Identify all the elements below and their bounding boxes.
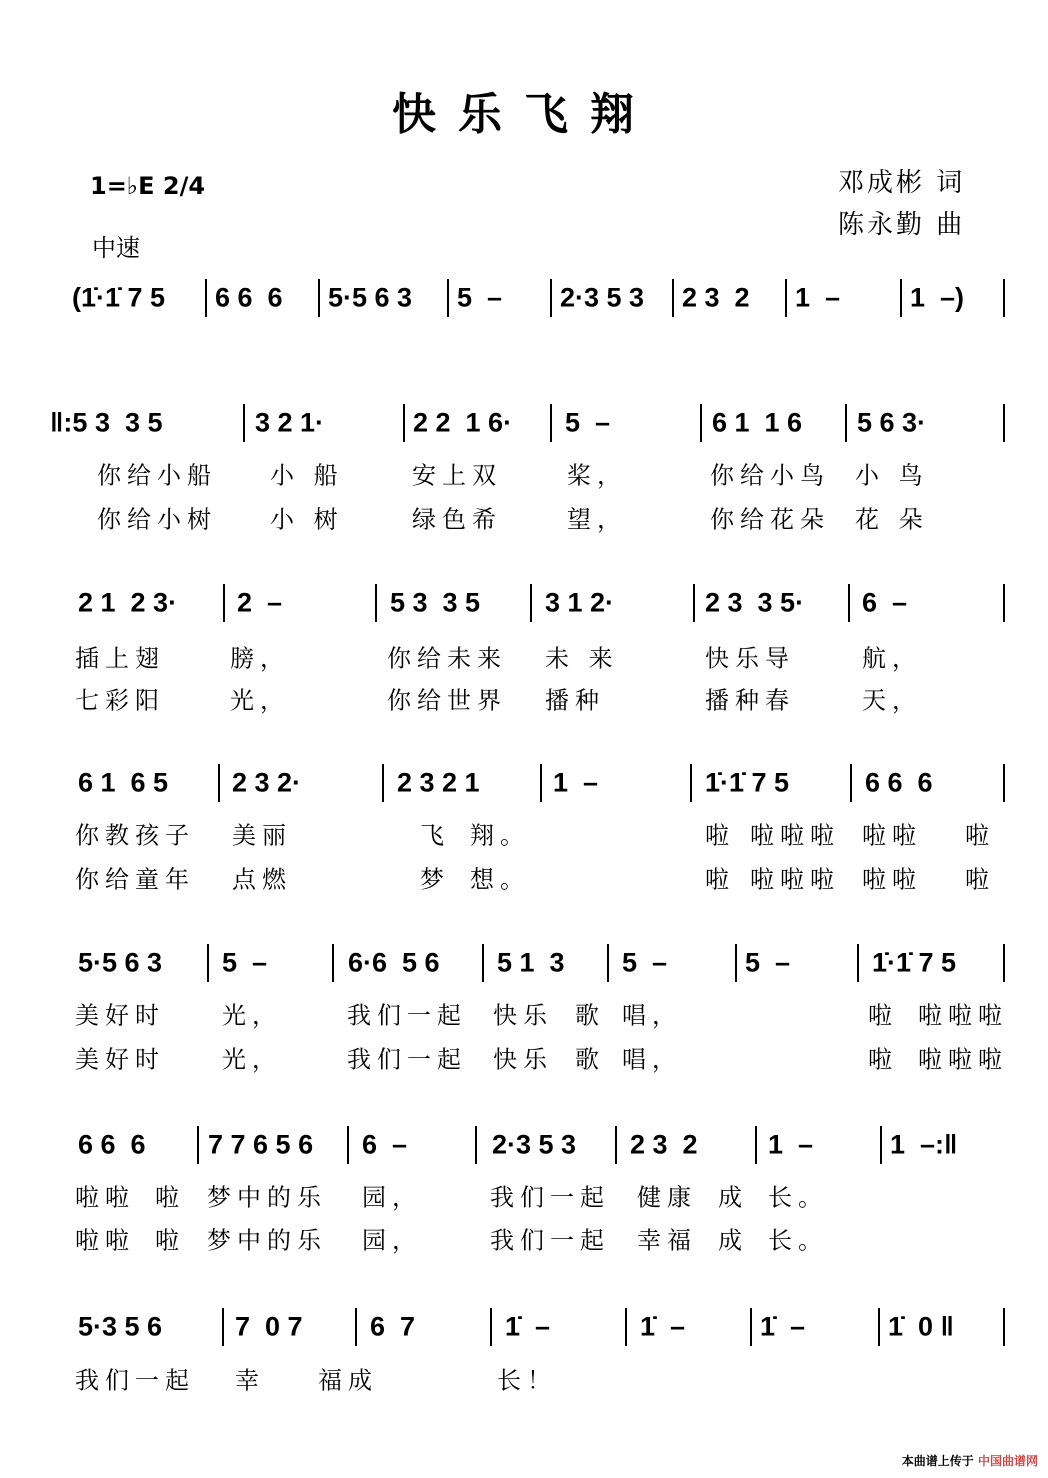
lyric-segment: 梦中的乐 <box>207 1183 327 1212</box>
measure: 6 1 1 6 <box>712 407 803 438</box>
lyric-segment: 啦啦啦 <box>918 1045 1008 1074</box>
barline <box>205 279 207 317</box>
lyric-segment: 啦 <box>868 1001 898 1030</box>
barline <box>318 279 320 317</box>
measure: 1 –) <box>910 282 965 313</box>
barline <box>550 279 552 317</box>
lyric-segment: 快乐 <box>493 1001 553 1030</box>
lyric-segment: 小 鸟 <box>855 461 929 490</box>
lyric-segment: 航， <box>862 644 922 673</box>
lyric-segment: 歌 <box>575 1001 605 1030</box>
barline <box>540 764 542 802</box>
measure: 6 – <box>862 587 908 618</box>
measure: 1̇ – <box>760 1311 806 1342</box>
lyric-segment: 啦啦啦 <box>750 821 840 850</box>
lyric-segment: 光， <box>230 686 290 715</box>
measure: 2 3 2· <box>232 767 302 798</box>
barline <box>900 279 902 317</box>
measure: 1̇·1̇ 7 5 <box>872 947 957 978</box>
barline <box>382 764 384 802</box>
lyric-segment: 美好时 <box>75 1001 165 1030</box>
lyric-segment: 你给小树 <box>97 505 217 534</box>
watermark-text: 本曲谱上传于 <box>901 1454 974 1468</box>
lyric-segment: 啦 <box>965 821 995 850</box>
lyric-segment: 歌 <box>575 1045 605 1074</box>
measure: 3 1 2· <box>545 587 615 618</box>
measure: 5·3 5 6 <box>78 1311 163 1342</box>
lyric-segment: 成 <box>718 1183 748 1212</box>
lyric-segment: 安上双 <box>412 461 502 490</box>
watermark-site: 中国曲谱网 <box>977 1454 1038 1468</box>
measure: 7 7 6 5 6 <box>208 1129 314 1160</box>
lyric-segment: 幸 <box>235 1366 265 1395</box>
lyric-segment: 你给世界 <box>387 686 507 715</box>
barline <box>607 944 609 982</box>
measure: (1̇·1̇ 7 5 <box>72 282 166 313</box>
lyric-segment: 望， <box>567 505 627 534</box>
barline <box>735 944 737 982</box>
measure: 1̇ – <box>505 1311 551 1342</box>
tempo-marking: 中速 <box>92 234 140 262</box>
measure: ‖:5 3 3 5 <box>50 407 163 438</box>
barline <box>848 584 850 622</box>
lyric-segment: 幸福 <box>637 1226 697 1255</box>
measure: 2 3 3 5· <box>705 587 805 618</box>
barline <box>332 944 334 982</box>
barline <box>1003 279 1005 317</box>
barline <box>355 1308 357 1346</box>
measure: 3 2 1· <box>255 407 325 438</box>
lyric-segment: 美丽 <box>232 821 292 850</box>
barline <box>490 1308 492 1346</box>
lyric-segment: 啦 <box>155 1226 185 1255</box>
lyric-segment: 你给小鸟 <box>710 461 830 490</box>
measure: 1̇·1̇ 7 5 <box>705 767 790 798</box>
measure: 2 2 1 6· <box>413 407 513 438</box>
lyric-segment: 你给小船 <box>97 461 217 490</box>
lyric-segment: 梦中的乐 <box>207 1226 327 1255</box>
lyric-segment: 啦啦 <box>75 1183 135 1212</box>
lyric-segment: 点燃 <box>232 865 292 894</box>
lyric-segment: 园， <box>362 1226 422 1255</box>
barline <box>1003 1308 1005 1346</box>
lyric-segment: 啦啦 <box>75 1226 135 1255</box>
measure: 5 – <box>622 947 668 978</box>
measure: 1̇ 0 ‖ <box>888 1311 954 1342</box>
lyric-segment: 啦啦 <box>862 865 922 894</box>
barline <box>878 1308 880 1346</box>
barline <box>207 944 209 982</box>
lyric-segment: 我们一起 <box>347 1045 467 1074</box>
barline <box>693 584 695 622</box>
lyric-segment: 啦 <box>965 865 995 894</box>
lyric-segment: 我们一起 <box>347 1001 467 1030</box>
measure: 5·5 6 3 <box>78 947 163 978</box>
lyric-segment: 啦啦啦 <box>918 1001 1008 1030</box>
measure: 6 6 6 <box>78 1129 146 1160</box>
lyric-segment: 我们一起 <box>490 1183 610 1212</box>
lyric-segment: 啦 <box>705 821 735 850</box>
lyric-segment: 七彩阳 <box>75 686 165 715</box>
barline <box>857 944 859 982</box>
measure: 5 – <box>222 947 268 978</box>
measure: 6 6 6 <box>215 282 283 313</box>
lyric-segment: 飞 <box>420 821 450 850</box>
measure: 2 1 2 3· <box>78 587 178 618</box>
barline <box>1003 764 1005 802</box>
lyric-segment: 我们一起 <box>75 1366 195 1395</box>
measure: 1̇ – <box>640 1311 686 1342</box>
lyric-segment: 唱， <box>622 1045 682 1074</box>
lyric-segment: 想。 <box>470 865 530 894</box>
barline <box>403 404 405 442</box>
measure: 6 6 6 <box>865 767 933 798</box>
barline <box>447 279 449 317</box>
measure: 5 6 3· <box>857 407 927 438</box>
barline <box>550 404 552 442</box>
barline <box>750 1308 752 1346</box>
lyric-segment: 啦 <box>705 865 735 894</box>
barline <box>755 1126 757 1164</box>
lyric-segment: 翔。 <box>470 821 530 850</box>
lyric-segment: 快乐 <box>493 1045 553 1074</box>
lyric-segment: 膀， <box>230 644 290 673</box>
lyric-segment: 未 来 <box>545 644 619 673</box>
barline <box>785 279 787 317</box>
measure: 2 – <box>237 587 283 618</box>
lyric-segment: 美好时 <box>75 1045 165 1074</box>
lyric-segment: 小 树 <box>270 505 344 534</box>
barline <box>475 1126 477 1164</box>
barline <box>1003 944 1005 982</box>
lyric-segment: 长！ <box>497 1366 557 1395</box>
lyric-segment: 桨， <box>567 461 627 490</box>
key-signature: 1=♭E 2/4 <box>90 172 206 200</box>
measure: 5 – <box>457 282 503 313</box>
song-title: 快乐飞翔 <box>392 89 656 140</box>
measure: 6 – <box>362 1129 408 1160</box>
measure: 5 – <box>565 407 611 438</box>
barline <box>1003 584 1005 622</box>
barline <box>850 764 852 802</box>
measure: 1 – <box>795 282 841 313</box>
lyric-segment: 啦啦 <box>862 821 922 850</box>
lyric-segment: 播种春 <box>705 686 795 715</box>
lyric-segment: 插上翅 <box>75 644 165 673</box>
barline <box>375 584 377 622</box>
measure: 6·6 5 6 <box>348 947 440 978</box>
watermark <box>902 1452 1038 1469</box>
lyric-segment: 光， <box>222 1045 282 1074</box>
lyric-segment: 你给未来 <box>387 644 507 673</box>
lyric-segment: 长。 <box>768 1226 828 1255</box>
barline <box>625 1308 627 1346</box>
lyric-segment: 长。 <box>768 1183 828 1212</box>
measure: 5 3 3 5 <box>390 587 481 618</box>
lyric-segment: 你给童年 <box>75 865 195 894</box>
lyric-segment: 成 <box>718 1226 748 1255</box>
measure: 2 3 2 <box>682 282 750 313</box>
lyric-segment: 光， <box>222 1001 282 1030</box>
lyric-segment: 绿色希 <box>412 505 502 534</box>
measure: 5·5 6 3 <box>328 282 413 313</box>
measure: 2·3 5 3 <box>492 1129 577 1160</box>
lyricist-credit: 邓成彬 词 <box>838 168 966 198</box>
measure: 2 3 2 1 <box>397 767 480 798</box>
lyric-segment: 福成 <box>318 1366 378 1395</box>
lyric-segment: 小 船 <box>270 461 344 490</box>
lyric-segment: 我们一起 <box>490 1226 610 1255</box>
lyric-segment: 播种 <box>545 686 605 715</box>
lyric-segment: 唱， <box>622 1001 682 1030</box>
lyric-segment: 园， <box>362 1183 422 1212</box>
measure: 2·3 5 3 <box>560 282 645 313</box>
barline <box>1003 404 1005 442</box>
barline <box>223 584 225 622</box>
measure: 5 1 3 <box>497 947 565 978</box>
measure: 1 –:‖ <box>890 1129 958 1160</box>
lyric-segment: 梦 <box>420 865 450 894</box>
measure: 5 – <box>745 947 791 978</box>
barline <box>530 584 532 622</box>
composer-credit: 陈永勤 曲 <box>838 210 966 240</box>
lyric-segment: 啦啦啦 <box>750 865 840 894</box>
barline <box>222 1308 224 1346</box>
lyric-segment: 天， <box>862 686 922 715</box>
lyric-segment: 快乐导 <box>705 644 795 673</box>
measure: 1 – <box>553 767 599 798</box>
barline <box>347 1126 349 1164</box>
barline <box>243 404 245 442</box>
lyric-segment: 你给花朵 <box>710 505 830 534</box>
measure: 2 3 2 <box>630 1129 698 1160</box>
measure: 6 7 <box>370 1311 416 1342</box>
lyric-segment: 花 朵 <box>855 505 929 534</box>
barline <box>672 279 674 317</box>
measure: 7 0 7 <box>235 1311 303 1342</box>
barline <box>845 404 847 442</box>
lyric-segment: 啦 <box>155 1183 185 1212</box>
barline <box>197 1126 199 1164</box>
lyric-segment: 健康 <box>637 1183 697 1212</box>
measure: 1 – <box>768 1129 814 1160</box>
lyric-segment: 你教孩子 <box>75 821 195 850</box>
barline <box>700 404 702 442</box>
measure: 6 1 6 5 <box>78 767 169 798</box>
lyric-segment: 啦 <box>868 1045 898 1074</box>
barline <box>482 944 484 982</box>
barline <box>615 1126 617 1164</box>
barline <box>880 1126 882 1164</box>
barline <box>218 764 220 802</box>
barline <box>690 764 692 802</box>
